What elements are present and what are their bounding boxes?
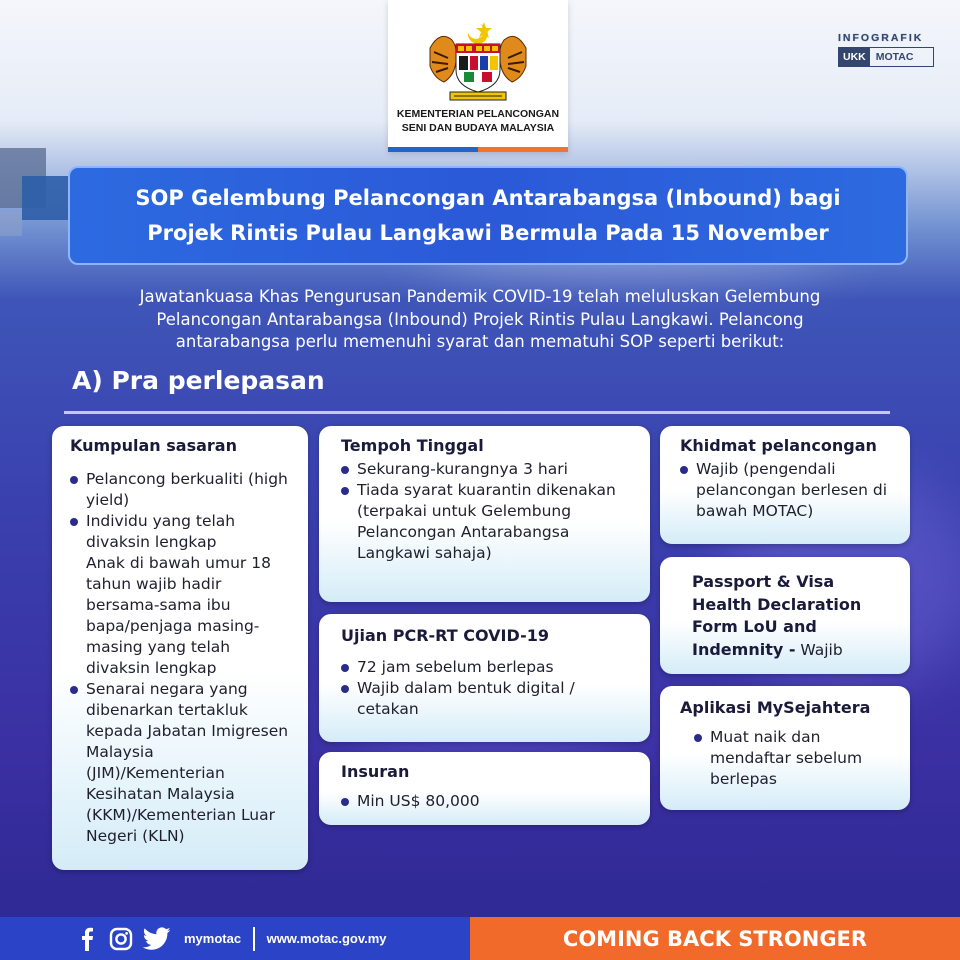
card-title: Insuran bbox=[341, 762, 410, 781]
card-title-line: Passport & Visa bbox=[692, 572, 835, 591]
footer-slogan-bar bbox=[470, 917, 960, 960]
ministry-logo-card bbox=[388, 0, 568, 152]
card-kumpulan-sasaran bbox=[52, 426, 308, 870]
card-title: Aplikasi MySejahtera bbox=[680, 698, 871, 717]
list-item: Pelancong berkualiti (high yield) bbox=[70, 469, 294, 511]
list-item: Muat naik dan mendaftar sebelum berlepas bbox=[680, 727, 900, 790]
footer-social-bar bbox=[0, 917, 470, 960]
bullet-list bbox=[680, 727, 900, 790]
bullet-list bbox=[341, 791, 636, 812]
card-title-line: Health Declaration bbox=[692, 594, 862, 614]
bullet-list bbox=[680, 459, 900, 522]
list-item: Sekurang-kurangnya 3 hari bbox=[341, 459, 636, 480]
intro-line: Jawatankuasa Khas Pengurusan Pandemik COVID-19 telah meluluskan Gelembung bbox=[139, 287, 821, 306]
list-item: Tiada syarat kuarantin dikenakan (terpakai untuk Gelembung Pelancongan Antarabangsa Langkawi sahaja) bbox=[341, 480, 636, 564]
section-title: A) Pra perlepasan bbox=[72, 366, 325, 395]
card-khidmat-pelancongan bbox=[660, 426, 910, 544]
instagram-icon[interactable] bbox=[108, 926, 134, 952]
ministry-name bbox=[388, 107, 568, 135]
card-title-line bbox=[692, 639, 900, 662]
list-item: 72 jam sebelum berlepas bbox=[341, 657, 636, 678]
card-tempoh-tinggal bbox=[319, 426, 650, 602]
title-line: SOP Gelembung Pelancongan Antarabangsa (Inbound) bagi bbox=[135, 185, 841, 210]
list-item: Wajib (pengendali pelancongan berlesen di bawah MOTAC) bbox=[680, 459, 900, 522]
orange-stripe bbox=[478, 147, 568, 152]
title-banner bbox=[68, 166, 908, 265]
card-title-line: Form LoU and bbox=[692, 617, 817, 636]
intro-line: antarabangsa perlu memenuhi syarat dan mematuhi SOP seperti berikut: bbox=[175, 332, 785, 351]
list-item: Senarai negara yang dibenarkan tertakluk kepada Jabatan Imigresen Malaysia (JIM)/Kementerian Kesihatan Malaysia (KKM)/Kementerian Luar Negeri (KLN) bbox=[70, 679, 294, 847]
ministry-name-line: KEMENTERIAN PELANCONGAN bbox=[396, 108, 560, 120]
infografik-badge bbox=[838, 32, 934, 67]
coat-of-arms-logo bbox=[424, 18, 532, 104]
bullet-list bbox=[341, 459, 636, 564]
ministry-name-line: SENI DAN BUDAYA MALAYSIA bbox=[401, 122, 555, 134]
card-title: Ujian PCR-RT COVID-19 bbox=[341, 626, 549, 645]
website-link[interactable]: www.motac.gov.my bbox=[266, 931, 387, 946]
slogan-text: COMING BACK STRONGER bbox=[562, 926, 868, 951]
ukk-motac-box bbox=[838, 47, 934, 67]
infografik-label: INFOGRAFIK bbox=[838, 32, 924, 44]
list-item: Anak di bawah umur 18 tahun wajib hadir bersama-sama ibu bapa/penjaga masing-masing yang telah divaksin lengkap bbox=[86, 554, 271, 677]
decorative-square bbox=[0, 212, 22, 236]
card-aplikasi-mysejahtera bbox=[660, 686, 910, 810]
motac-label: MOTAC bbox=[875, 51, 914, 63]
section-divider bbox=[64, 411, 890, 414]
social-handle[interactable]: mymotac bbox=[184, 931, 242, 946]
footer-separator bbox=[253, 927, 255, 951]
page-title bbox=[135, 181, 840, 251]
intro-paragraph bbox=[40, 286, 920, 354]
list-item: Wajib dalam bentuk digital / cetakan bbox=[341, 678, 636, 720]
ukk-label: UKK bbox=[839, 48, 870, 66]
bullet-list bbox=[341, 657, 636, 720]
card-title: Khidmat pelancongan bbox=[680, 436, 877, 455]
list-item: Individu yang telah divaksin lengkap bbox=[70, 511, 294, 553]
card-title: Tempoh Tinggal bbox=[341, 436, 484, 455]
card-passport-visa bbox=[660, 557, 910, 674]
bullet-list bbox=[70, 469, 294, 847]
card-title-text: Indemnity - bbox=[692, 639, 796, 659]
blue-stripe bbox=[388, 147, 478, 152]
card-insuran bbox=[319, 752, 650, 825]
card-title: Kumpulan sasaran bbox=[70, 436, 237, 455]
intro-line: Pelancongan Antarabangsa (Inbound) Projek Rintis Pulau Langkawi. Pelancong bbox=[156, 309, 804, 329]
requirement-value: Wajib bbox=[795, 640, 843, 659]
facebook-icon[interactable] bbox=[74, 926, 100, 952]
twitter-icon[interactable] bbox=[142, 926, 172, 952]
decorative-square bbox=[22, 176, 74, 220]
social-links bbox=[74, 926, 387, 952]
title-line: Projek Rintis Pulau Langkawi Bermula Pada 15 November bbox=[147, 220, 829, 245]
card-ujian-pcr bbox=[319, 614, 650, 742]
list-item: Min US$ 80,000 bbox=[341, 791, 636, 812]
